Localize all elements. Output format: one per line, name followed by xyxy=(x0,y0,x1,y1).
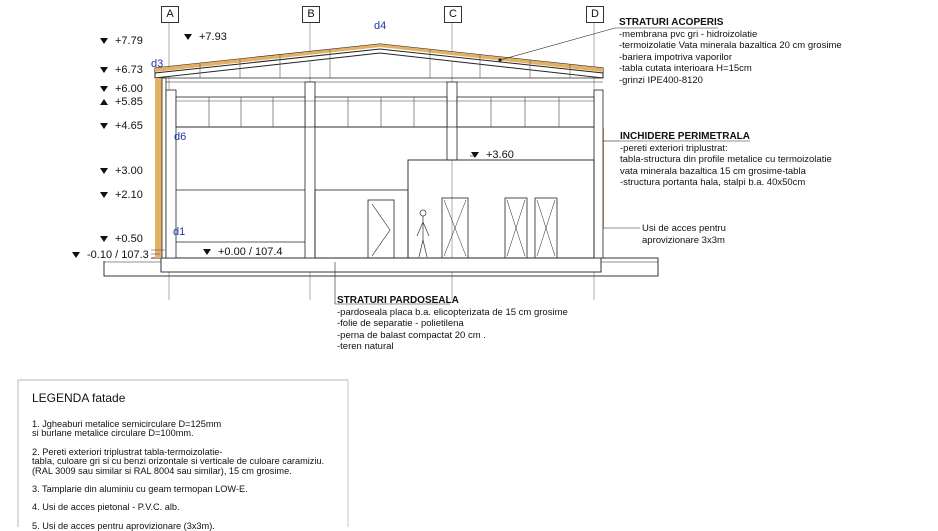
level-585 xyxy=(100,96,143,108)
level-673 xyxy=(100,64,143,76)
level-label: +0.50 xyxy=(115,233,143,245)
legend-item: 5. Usi de acces pentru aprovizionare (3x3m). xyxy=(32,520,215,531)
roof-layer-line: -tabla cutata interioara H=15cm xyxy=(619,63,752,75)
floor-layer-line: -pardoseala placa b.a. elicopterizata de 15 cm grosime xyxy=(337,306,568,318)
level-marker-icon xyxy=(100,67,108,73)
level-210 xyxy=(100,189,143,201)
axis-marker-b: B xyxy=(302,6,320,23)
roof-layer-line: -grinzi IPE400-8120 xyxy=(619,74,703,86)
level-label: +6.00 xyxy=(115,83,143,95)
detail-tag-d3: d3 xyxy=(151,58,164,70)
level-label: +6.73 xyxy=(115,64,143,76)
floor-layer-line: -perna de balast compactat 20 cm . xyxy=(337,329,486,341)
level-label: +2.10 xyxy=(115,189,143,201)
floor-layers-note xyxy=(337,295,568,353)
level-marker-icon xyxy=(100,86,108,92)
level-label: +3.00 xyxy=(115,165,143,177)
level-marker-icon xyxy=(100,99,108,105)
level-793 xyxy=(184,31,227,43)
level-marker-icon xyxy=(100,236,108,242)
legend-item: 1. Jgheaburi metalice semicirculare D=125mm si burlane metalice circulare D=100mm. xyxy=(32,419,222,439)
level-marker-icon xyxy=(100,168,108,174)
legend-title: LEGENDA fatade xyxy=(32,391,126,405)
axis-marker-c: C xyxy=(444,6,462,23)
roof-layers-title: STRATURI ACOPERIS xyxy=(619,17,724,28)
legend-item: 4. Usi de acces pietonal - P.V.C. alb. xyxy=(32,502,180,513)
facade-legend xyxy=(18,380,348,531)
supply-doors-line: Usi de acces pentru xyxy=(642,223,726,234)
level-marker-icon xyxy=(100,123,108,129)
axis-marker-d: D xyxy=(586,6,604,23)
perimeter-wall-line: vata minerala bazaltica 15 cm grosime-tabla xyxy=(620,165,806,177)
perimeter-wall-line: -structura portanta hala, stalpi b.a. 40x50cm xyxy=(620,177,806,189)
level-marker-icon xyxy=(72,252,80,258)
level-label: +7.93 xyxy=(199,31,227,43)
supply-doors-line: aprovizionare 3x3m xyxy=(642,234,725,246)
detail-tag-d4: d4 xyxy=(374,20,387,32)
level-marker-icon xyxy=(203,249,211,255)
perimeter-wall-line: -pereti exteriori triplustrat: xyxy=(620,142,728,154)
level-300 xyxy=(100,165,143,177)
level-779 xyxy=(100,35,143,47)
detail-tag-d1: d1 xyxy=(173,226,186,238)
level-label: +7.79 xyxy=(115,35,143,47)
level-marker-icon xyxy=(100,38,108,44)
detail-tag-d6: d6 xyxy=(174,131,187,143)
window-band xyxy=(176,97,594,127)
level-label: +5.85 xyxy=(115,96,143,108)
floor-layer-line: -folie de separatie - polietilena xyxy=(337,318,464,330)
supply-doors-note xyxy=(642,223,726,246)
floor-layer-line: -teren natural xyxy=(337,341,394,353)
roof-layer-line: -membrana pvc gri - hidroizolatie xyxy=(619,28,758,40)
roof-layer-line: -bariera impotriva vaporilor xyxy=(619,51,732,63)
roof-layer-line: -termoizolatie Vata minerala bazaltica 20 cm grosime xyxy=(619,40,842,52)
level-marker-icon xyxy=(184,34,192,40)
level-marker-icon xyxy=(100,192,108,198)
level-050 xyxy=(100,233,143,245)
level-marker-icon xyxy=(471,152,479,158)
floor-layers-title: STRATURI PARDOSEALA xyxy=(337,295,459,306)
level-465 xyxy=(100,120,143,132)
level-600 xyxy=(100,83,143,95)
perimeter-wall-title: INCHIDERE PERIMETRALA xyxy=(620,131,751,142)
annex-block xyxy=(408,160,594,258)
level-label: -0.10 / 107.3 xyxy=(87,249,149,261)
legend-item: 2. Pereti exteriori triplustrat tabla-termoizolatie- tabla, culoare gri si cu benzi orizontale si verticale de culoare caramiziu. (RAL 3009 sau similar si RAL 8004 sau similar), 15 cm grosime. xyxy=(32,446,325,476)
level-label: +0.00 / 107.4 xyxy=(218,246,283,258)
level-000 xyxy=(203,246,283,258)
legend-item: 3. Tamplarie din aluminiu cu geam termopan LOW-E. xyxy=(32,484,248,495)
level-010 xyxy=(72,249,151,261)
person-figure xyxy=(417,210,429,257)
perimeter-wall-note xyxy=(620,131,832,189)
level-label: +3.60 xyxy=(486,149,514,161)
perimeter-wall-line: tabla-structura din profile metalice cu termoizolatie xyxy=(620,154,832,166)
axis-marker-a: A xyxy=(161,6,179,23)
roof-layers-note xyxy=(619,17,842,87)
level-360 xyxy=(471,149,514,161)
level-label: +4.65 xyxy=(115,120,143,132)
